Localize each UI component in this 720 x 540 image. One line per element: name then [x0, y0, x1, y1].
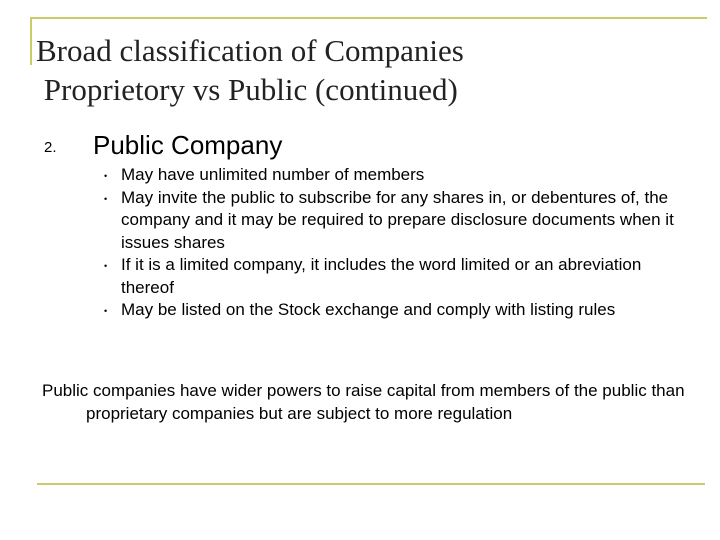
- left-vertical-rule: [30, 17, 32, 65]
- slide-title: [36, 31, 464, 109]
- bullet-list: [104, 164, 674, 322]
- bullet-text: May invite the public to subscribe for any shares in, or debentures of, the company and it may be required to prepare disclosure documents when it issues shares: [121, 187, 674, 252]
- list-item: [104, 187, 674, 255]
- section-number: 2.: [44, 139, 57, 156]
- bullet-text: May have unlimited number of members: [121, 165, 425, 184]
- top-horizontal-rule: [30, 17, 707, 19]
- list-item: [104, 164, 674, 187]
- bullet-icon: •: [104, 306, 108, 316]
- slide-title-line-2: Proprietory vs Public (continued): [36, 72, 458, 107]
- bullet-icon: •: [104, 193, 108, 204]
- bullet-icon: •: [104, 261, 108, 271]
- list-item: [104, 254, 674, 299]
- summary-paragraph: Public companies have wider powers to raise capital from members of the public than proprietary companies but are subject to more regulation: [42, 381, 685, 423]
- bullet-text: If it is a limited company, it includes the word limited or an abreviation thereof: [121, 255, 642, 297]
- bullet-text: May be listed on the Stock exchange and comply with listing rules: [121, 300, 616, 319]
- bullet-icon: •: [104, 171, 108, 181]
- bottom-horizontal-rule: [37, 483, 705, 485]
- slide-title-line-1: Broad classification of Companies: [36, 33, 464, 68]
- section-heading-label: Public Company: [93, 130, 283, 160]
- list-item: [104, 299, 674, 322]
